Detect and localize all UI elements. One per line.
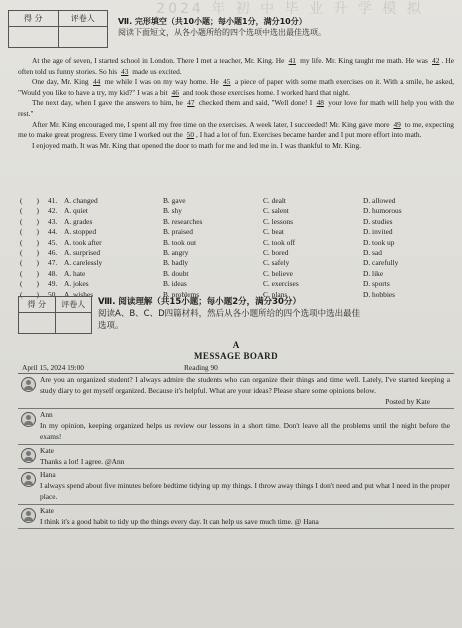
- passage-text: me while I was on my way home. He: [102, 77, 222, 87]
- option-b: B. doubt: [163, 268, 189, 278]
- passage-text: , I had a lot of fun. Exercises became harder and I put more effort into math.: [196, 130, 422, 140]
- option-a: A. changed: [64, 196, 98, 205]
- avatar-icon: [21, 412, 36, 427]
- post-author: Ann: [40, 410, 53, 420]
- post: [18, 374, 454, 409]
- passage-paragraph: [18, 56, 454, 77]
- post-text: In my opinion, keeping organized helps us review our lessons in a short time. Don't leave all the problems until the night before the exams!: [40, 421, 450, 441]
- option-b: B. problems: [163, 289, 200, 299]
- answer-bracket[interactable]: [20, 258, 48, 268]
- passage-paragraph: [18, 98, 454, 119]
- question-number: 42.: [48, 206, 58, 216]
- option-a: A. took after: [64, 237, 102, 247]
- passage-text: a piece of paper with some math exercises on it. With a smile, he asked, "Would you like to have a try, my kid?" I was a bit: [18, 77, 454, 97]
- question-number: 47.: [48, 258, 58, 268]
- passage-text: After Mr. King encouraged me, I spent all my free time on the exercises. A week later, I succeeded! Mr. King gave more: [32, 119, 392, 129]
- question-number: 46.: [48, 247, 58, 257]
- post-text: I think it's a good habit to tidy up the things every day. It can help us save much time. @ Hana: [40, 516, 319, 526]
- option-row: [20, 227, 460, 237]
- post-text: Are you an organized student? I always admire the students who can organize their things and time well. Lately, I've started keeping a study diary to get myself organized. Because it's helpful. What are your ideas? Please share some opinions below.: [40, 375, 450, 395]
- option-row: [20, 238, 460, 248]
- section-7-title: Ⅶ. 完形填空（共10小题；每小题1分，满分10分）: [118, 17, 307, 26]
- passage-paragraph: [18, 77, 454, 98]
- answer-bracket[interactable]: [20, 248, 48, 258]
- option-d: D. studies: [363, 216, 393, 226]
- post: [18, 445, 454, 470]
- option-b: B. ideas: [163, 279, 187, 289]
- option-a: A. grades: [64, 216, 93, 226]
- bracket-close: ): [36, 258, 39, 268]
- cloze-blank: 48: [316, 98, 324, 108]
- option-d: D. invited: [363, 227, 393, 237]
- question-number: 44.: [48, 227, 58, 237]
- option-b: B. gave: [163, 196, 186, 205]
- option-row: [20, 196, 460, 206]
- bracket-open: (: [20, 268, 23, 278]
- option-row: [20, 258, 460, 268]
- post-author: Kate: [40, 445, 54, 455]
- score-cell[interactable]: [19, 313, 56, 334]
- grader-cell[interactable]: [58, 27, 108, 48]
- section-8-instruction-1: 阅读A、B、C、D四篇材料，然后从各小题所给的四个选项中选出最佳: [98, 309, 361, 319]
- score-box-top: [8, 10, 108, 48]
- grader-cell[interactable]: [55, 313, 92, 334]
- section-8-instruction-2: 选项。: [98, 321, 124, 331]
- passage-text: One day, Mr. King: [32, 77, 91, 87]
- post: [18, 469, 454, 504]
- option-row: [20, 206, 460, 216]
- post-author: Kate: [40, 505, 54, 515]
- cloze-passage: [18, 56, 454, 151]
- passage-text: and took those exercises home. I worked hard that night.: [180, 87, 351, 97]
- answer-bracket[interactable]: [20, 238, 48, 248]
- option-a: A. surprised: [64, 247, 101, 257]
- bracket-open: (: [20, 196, 23, 205]
- passage-text: my life. Mr. King taught me math. He was: [297, 56, 430, 65]
- bracket-open: (: [20, 258, 23, 268]
- post: [18, 409, 454, 444]
- passage-text: The next day, when I gave the answers to him, he: [32, 98, 186, 108]
- bracket-open: (: [20, 279, 23, 289]
- option-a: A. wishes: [64, 289, 94, 299]
- option-c: C. dealt: [263, 196, 286, 205]
- post-date: April 15, 2024 19:00: [22, 363, 84, 372]
- cloze-blank: 42: [432, 56, 440, 65]
- message-board-title: MESSAGE BOARD: [194, 351, 278, 361]
- option-d: D. sad: [363, 247, 382, 257]
- avatar-icon: [21, 472, 36, 487]
- answer-bracket[interactable]: [20, 227, 48, 237]
- option-d: D. hobbies: [363, 289, 396, 299]
- posted-by: Posted by Kate: [385, 396, 430, 406]
- bracket-open: (: [20, 216, 23, 226]
- faded-header-text: 2024 年 初 中 毕 业 升 学 模 拟: [156, 1, 424, 17]
- bracket-close: ): [36, 206, 39, 216]
- passage-text: to me, expecting me to make great progress. Every time I worked out the: [18, 119, 454, 140]
- option-b: B. badly: [163, 258, 189, 268]
- cloze-blank: 46: [171, 87, 179, 97]
- message-board: [18, 340, 454, 529]
- section-7-header: [118, 16, 458, 38]
- avatar-icon: [21, 448, 36, 463]
- bracket-close: ): [36, 289, 39, 299]
- question-number: 45.: [48, 237, 58, 247]
- option-b: B. shy: [163, 206, 182, 216]
- option-c: C. bored: [263, 247, 289, 257]
- option-d: D. allowed: [363, 196, 396, 205]
- option-c: C. believe: [263, 268, 293, 278]
- reading-count: Reading 90: [184, 363, 218, 372]
- option-b: B. angry: [163, 247, 189, 257]
- option-b: B. praised: [163, 227, 193, 237]
- option-a: A. quiet: [64, 206, 88, 216]
- option-row: [20, 248, 460, 258]
- option-d: D. like: [363, 268, 384, 278]
- option-c: C. beat: [263, 227, 284, 237]
- option-c: C. plans: [263, 289, 288, 299]
- passage-paragraph: [18, 120, 454, 141]
- cloze-blank: 50: [186, 130, 195, 140]
- section-8-title: Ⅷ. 阅读理解（共15小题；每小题2分，满分30分）: [98, 297, 301, 307]
- option-a: A. jokes: [64, 279, 89, 289]
- option-c: C. safely: [263, 258, 290, 268]
- cloze-blank: 45: [223, 77, 231, 87]
- passage-text: I enjoyed math. It was Mr. King that opened the door to math for me and led me in. I was thankful to Mr. King.: [32, 140, 362, 150]
- option-d: D. sports: [363, 279, 390, 289]
- grader-label: 评卷人: [55, 297, 92, 313]
- option-c: C. exercises: [263, 279, 299, 289]
- message-board-info: [18, 362, 454, 374]
- score-box-bottom: [18, 296, 92, 334]
- answer-bracket[interactable]: [20, 279, 48, 289]
- option-d: D. took up: [363, 237, 395, 247]
- option-c: C. lessons: [263, 216, 293, 226]
- bracket-close: ): [36, 279, 39, 289]
- option-c: C. salent: [263, 206, 289, 216]
- option-b: B. researches: [163, 216, 203, 226]
- bracket-close: ): [36, 216, 39, 226]
- option-row: [20, 279, 460, 289]
- passage-paragraph: [18, 141, 454, 152]
- question-number: 50.: [48, 289, 58, 299]
- cloze-blank: 43: [121, 66, 129, 76]
- question-number: 49.: [48, 279, 58, 289]
- bracket-open: (: [20, 227, 23, 237]
- post-author: Hana: [40, 470, 56, 480]
- section-7-instruction: 阅读下面短文，从各小题所给的四个选项中选出最佳选项。: [118, 28, 326, 37]
- grader-label: 评卷人: [58, 11, 108, 27]
- answer-bracket[interactable]: [20, 196, 48, 206]
- post-text: I always spend about five minutes before bedtime tidying up my things. I throw away things I don't need and put what I need in the proper place.: [40, 481, 450, 501]
- option-a: A. stopped: [64, 227, 97, 237]
- bracket-close: ): [36, 237, 39, 247]
- answer-bracket[interactable]: [20, 269, 48, 279]
- passage-text: At the age of seven, I started school in London. There I met a teacher, Mr. King. He: [32, 56, 287, 65]
- passage-text: made us excited.: [130, 66, 182, 76]
- cloze-options: [20, 196, 460, 300]
- cloze-blank: 47: [187, 98, 195, 108]
- cloze-blank: 49: [393, 119, 401, 129]
- bracket-open: (: [20, 206, 23, 216]
- option-row: [20, 217, 460, 227]
- passage-text: your love for math will help you with the rest.": [18, 98, 455, 118]
- option-a: A. carelessly: [64, 258, 103, 268]
- bracket-open: (: [20, 247, 23, 257]
- score-cell[interactable]: [9, 27, 59, 48]
- bracket-open: (: [20, 237, 23, 247]
- option-d: D. carefully: [363, 258, 399, 268]
- question-number: 48.: [48, 268, 58, 278]
- section-8-header: [98, 296, 454, 332]
- score-label: 得 分: [19, 297, 56, 313]
- avatar-icon: [21, 377, 36, 392]
- passage-letter: A: [232, 340, 240, 350]
- option-d: D. humorous: [363, 206, 402, 216]
- option-row: [20, 269, 460, 279]
- bracket-close: ): [36, 268, 39, 278]
- bracket-close: ): [36, 247, 39, 257]
- option-c: C. took off: [263, 237, 296, 247]
- avatar-icon: [21, 508, 36, 523]
- cloze-blank: 41: [288, 56, 296, 65]
- bracket-close: ): [36, 227, 39, 237]
- post: [18, 505, 454, 530]
- option-a: A. hate: [64, 268, 86, 278]
- score-label: 得 分: [9, 11, 59, 27]
- option-b: B. took out: [163, 237, 197, 247]
- question-number: 41.: [48, 196, 58, 205]
- bracket-close: ): [36, 196, 39, 205]
- post-text: Thanks a lot! I agree. @Ann: [40, 456, 125, 466]
- question-number: 43.: [48, 216, 58, 226]
- passage-text: . He often told us funny stories. So his: [18, 56, 454, 76]
- answer-bracket[interactable]: [20, 217, 48, 227]
- post-list: [18, 374, 454, 529]
- bracket-open: (: [20, 289, 23, 299]
- passage-text: checked them and said, "Well done! I: [196, 98, 315, 108]
- cloze-blank: 44: [92, 77, 101, 87]
- answer-bracket[interactable]: [20, 206, 48, 216]
